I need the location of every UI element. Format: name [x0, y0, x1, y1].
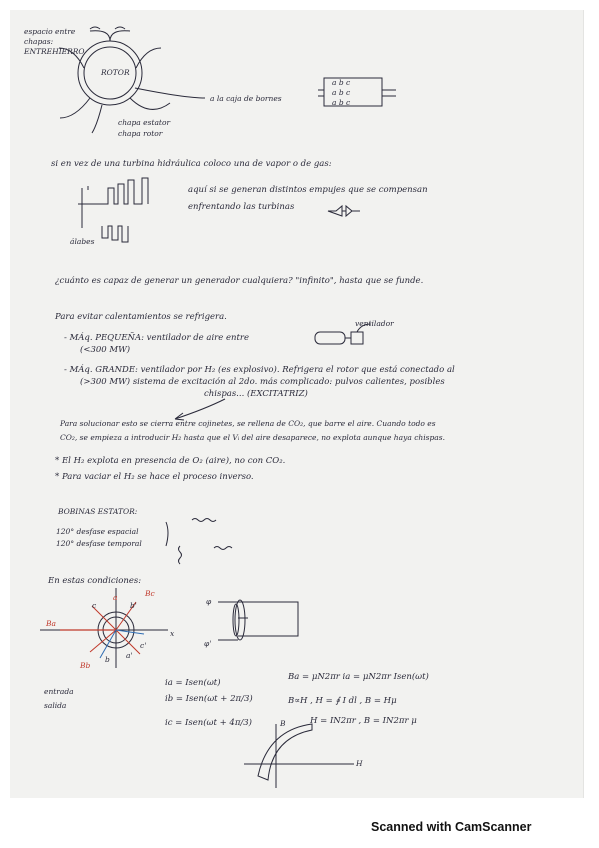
- pequena-line1: - MÁq. PEQUEÑA: ventilador de aire entre: [64, 333, 249, 343]
- phasor-a: a: [113, 593, 118, 602]
- desfase-espacial: 120° desfase espacial: [56, 527, 139, 536]
- hysteresis-sketch: [236, 720, 366, 790]
- box-row-1: a b c: [332, 78, 351, 87]
- desfase-temporal: 120° desfase temporal: [56, 539, 142, 548]
- axis-B-label: B: [280, 719, 286, 728]
- coils-sketch: [166, 518, 236, 564]
- chapa-estator-label: chapa estator: [118, 118, 171, 127]
- axis-H-label: H: [356, 759, 363, 768]
- phasor-Ba: Ba: [46, 619, 56, 628]
- empujes-line1: aquí si se generan distintos empujes que se compensan: [188, 185, 428, 195]
- bobinas-title: BOBINAS ESTATOR:: [58, 507, 138, 516]
- box-row-3: a b c: [332, 98, 351, 107]
- pequena-line2: (<300 MW): [80, 345, 131, 355]
- entrada-label: entrada: [44, 687, 74, 696]
- eq-Ba: Ba = μN2πr ia = μN2πr Isen(ωt): [288, 672, 429, 682]
- solucionar-line1: Para solucionar esto se cierra entre cojinetes, se rellena de CO₂, que barre el aire. Cuando todo es: [60, 419, 436, 428]
- phasor-c: c: [92, 601, 97, 610]
- rotor-label: ROTOR: [101, 68, 130, 77]
- alabes-label: álabes: [70, 237, 95, 246]
- vaciar-line: * Para vaciar el H₂ se hace el proceso inverso.: [55, 472, 254, 482]
- grande-line2: (>300 MW) sistema de excitación al 2do. más complicado: pulvos calientes, posibles: [80, 377, 445, 387]
- phasor-b-prime: b': [130, 601, 137, 610]
- chapa-rotor-label: chapa rotor: [118, 129, 163, 138]
- explota-line: * El H₂ explota en presencia de O₂ (aire), no con CO₂.: [55, 456, 286, 466]
- phi-bottom-label: φ': [204, 639, 212, 648]
- chapas-label: chapas:: [24, 37, 54, 46]
- terminal-box: [318, 76, 398, 108]
- salida-label: salida: [44, 701, 67, 710]
- solucionar-line2: CO₂, se empieza a introducir H₂ hasta que el Vᵢ del aire desaparece, no explota aunque haya chispas.: [60, 433, 445, 442]
- camscanner-footer: Scanned with CamScanner: [371, 820, 532, 834]
- entrehierro-label: ENTREHIERRO: [24, 47, 85, 56]
- phasor-diagram: [40, 588, 180, 668]
- box-row-2: a b c: [332, 88, 351, 97]
- eq-ib: ib = Isen(ωt + 2π/3): [165, 694, 253, 704]
- eq-ic: ic = Isen(ωt + 4π/3): [165, 718, 253, 728]
- phasor-Bb: Bb: [80, 661, 91, 670]
- empujes-line2: enfrentando las turbinas: [188, 202, 295, 212]
- espacio-label: espacio entre: [24, 27, 76, 36]
- evitar-line: Para evitar calentamientos se refrigera.: [55, 312, 227, 322]
- condiciones-line: En estas condiciones:: [48, 576, 142, 586]
- caja-label: a la caja de bornes: [210, 94, 282, 103]
- phasor-c-prime: c': [140, 641, 147, 650]
- eq-BH: B∝H , H = ∮ I dl , B = Hμ: [288, 696, 397, 706]
- turbina-line: si en vez de una turbina hidráulica coloco una de vapor o de gas:: [51, 159, 332, 169]
- axis-x-label: x: [170, 629, 175, 638]
- phasor-Bc: Bc: [145, 589, 155, 598]
- phasor-a-prime: a': [126, 651, 133, 660]
- grande-line3: chispas... (EXCITATRIZ): [204, 389, 308, 399]
- eq-ia: ia = Isen(ωt): [165, 678, 221, 688]
- ventilador-label: ventilador: [355, 319, 394, 328]
- turbines-symbol: [328, 204, 360, 218]
- phi-top-label: φ: [206, 597, 212, 606]
- phasor-b: b: [105, 655, 110, 664]
- eq-H: H = IN2πr , B = IN2πr μ: [310, 716, 417, 726]
- grande-line1: - MÁq. GRANDE: ventilador por H₂ (es explosivo). Refrigera el rotor que está conectado al: [64, 365, 455, 375]
- core-sketch: [214, 596, 304, 646]
- cuanto-line: ¿cuánto es capaz de generar un generador cualquiera? "infinito", hasta que se funde.: [55, 276, 424, 286]
